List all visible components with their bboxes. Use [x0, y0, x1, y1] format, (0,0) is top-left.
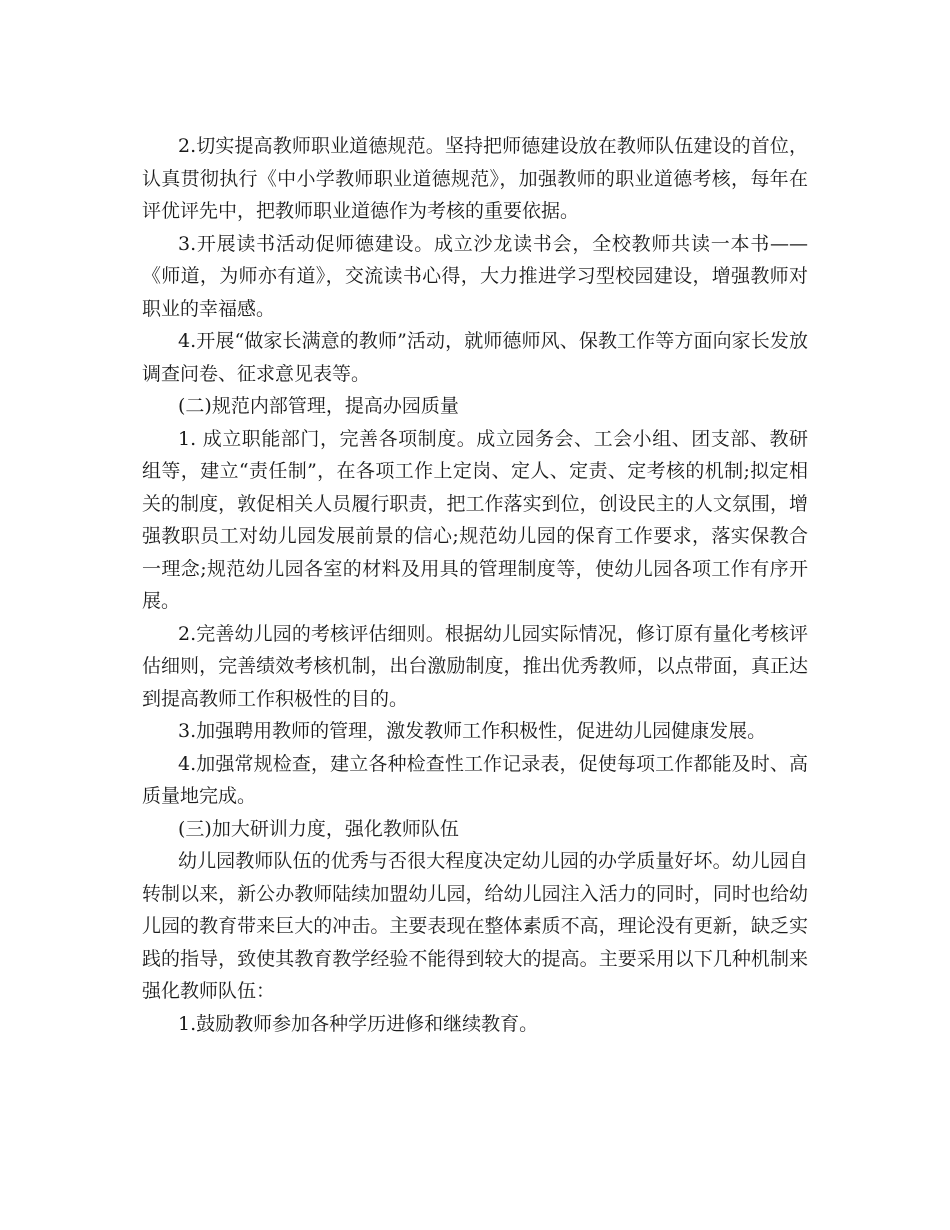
document-body: [142, 130, 808, 1040]
section-heading-internal-management: (二)规范内部管理，提高办园质量: [178, 395, 459, 417]
section-heading-training: (三)加大研训力度，强化教师队伍: [178, 817, 459, 840]
paragraph-hired-teachers: 3.加强聘用教师的管理，激发教师工作积极性，促进幼儿园健康发展。: [178, 720, 767, 742]
paragraph-teacher-team-quality: 幼儿园教师队伍的优秀与否很大程度决定幼儿园的办学质量好坏。幼儿园自转制以来，新公办教师陆续加盟幼儿园，给幼儿园注入活力的同时，同时也给幼儿园的教育带来巨大的冲击。主要表现在整体素质不高，理论没有更新，缺乏实践的指导，致使其教育教学经验不能得到较大的提高。主要采用以下几种机制来强化教师队伍：: [142, 850, 808, 1002]
paragraph-reading-activity: 3.开展读书活动促师德建设。成立沙龙读书会，全校教师共读一本书——《师道，为师亦有道》，交流读书心得，大力推进学习型校园建设，增强教师对职业的幸福感。: [142, 232, 808, 320]
paragraph-routine-inspection: 4.加强常规检查，建立各种检查性工作记录表，促使每项工作都能及时、高质量地完成。: [142, 752, 808, 807]
paragraph-teacher-ethics-norms: 2.切实提高教师职业道德规范。坚持把师德建设放在教师队伍建设的首位，认真贯彻执行《中小学教师职业道德规范》，加强教师的职业道德考核，每年在评优评先中，把教师职业道德作为考核的重要依据。: [142, 135, 808, 222]
paragraph-assessment-rules: 2.完善幼儿园的考核评估细则。根据幼儿园实际情况，修订原有量化考核评估细则，完善绩效考核机制，出台激励制度，推出优秀教师，以点带面，真正达到提高教师工作积极性的目的。: [142, 622, 808, 710]
paragraph-further-education: 1.鼓励教师参加各种学历进修和继续教育。: [178, 1012, 539, 1035]
paragraph-parent-satisfaction: 4.开展“做家长满意的教师”活动，就师德师风、保教工作等方面向家长发放调查问卷、征求意见表等。: [142, 330, 808, 385]
paragraph-functional-departments: 1. 成立职能部门，完善各项制度。成立园务会、工会小组、团支部、教研组等，建立“责任制”，在各项工作上定岗、定人、定责、定考核的机制;拟定相关的制度，敦促相关人员履行职责，把工作落实到位，创设民主的人文氛围，增强教职员工对幼儿园发展前景的信心;规范幼儿园的保育工作要求，落实保教合一理念;规范幼儿园各室的材料及用具的管理制度等，使幼儿园各项工作有序开展。: [142, 427, 808, 612]
